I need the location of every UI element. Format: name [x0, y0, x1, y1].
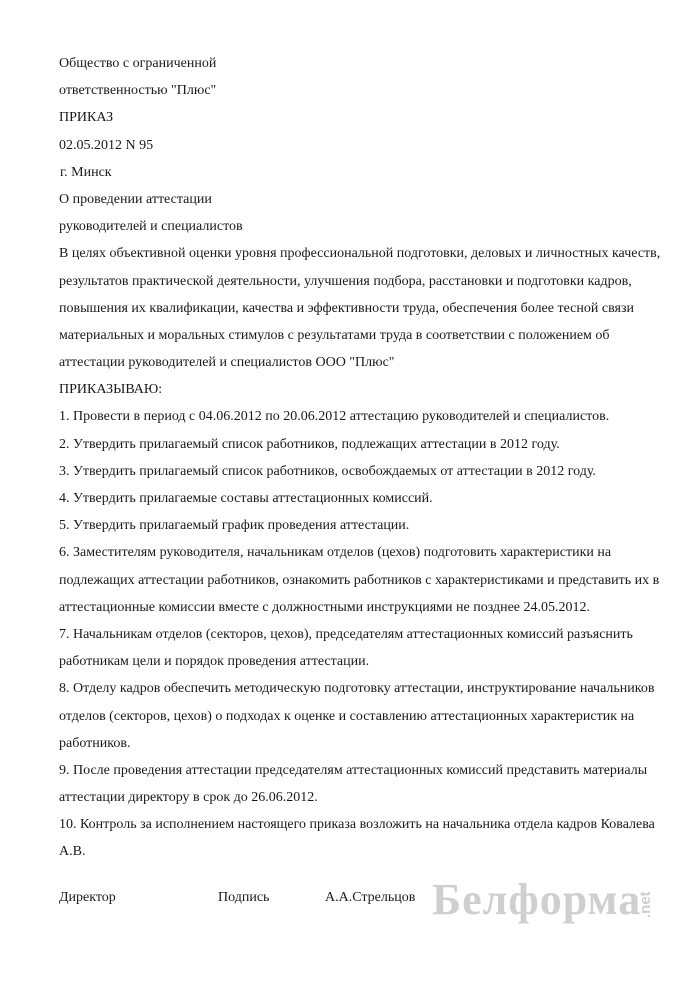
svg-text:.net: .net [637, 891, 654, 918]
order-item-line: 10. Контроль за исполнением настоящего приказа возложить на начальника отдела кадров Ковалева [59, 817, 655, 833]
order-item-line: 3. Утвердить прилагаемый список работников, освобождаемых от аттестации в 2012 году. [59, 463, 596, 479]
signatory-name: А.А.Стрельцов [325, 890, 416, 905]
signature-placeholder: Подпись [218, 890, 270, 905]
document-subject-line-1: О проведении аттестации [59, 191, 212, 207]
organization-line-1: Общество с ограниченной [59, 56, 217, 71]
order-word: ПРИКАЗЫВАЮ: [59, 382, 163, 398]
order-item-line: 4. Утвердить прилагаемые составы аттестационных комиссий. [59, 491, 433, 506]
order-item-line: 9. После проведения аттестации председателям аттестационных комиссий представить материалы [59, 762, 648, 778]
document-date-number: 02.05.2012 N 95 [59, 137, 154, 153]
order-item-line: 6. Заместителям руководителя, начальникам отделов (цехов) подготовить характеристики на [59, 545, 612, 561]
order-item-line: аттестации директору в срок до 26.06.2012. [59, 790, 318, 806]
order-item-line: подлежащих аттестации работников, ознакомить работников с характеристиками и представить их в [59, 572, 660, 588]
order-item-line: 5. Утвердить прилагаемый график проведения аттестации. [59, 518, 410, 534]
document-type: ПРИКАЗ [59, 110, 114, 126]
order-item-line: работникам цели и порядок проведения аттестации. [59, 654, 370, 670]
order-item-line: 7. Начальникам отделов (секторов, цехов), председателям аттестационных комиссий разъяснить [59, 626, 633, 642]
preamble-line: повышения их квалификации, качества и эффективности труда, обеспечения более тесной связи [59, 300, 634, 316]
preamble-line: аттестации руководителей и специалистов ООО "Плюс" [59, 355, 395, 371]
watermark-logo [428, 866, 668, 926]
preamble-line: В целях объективной оценки уровня профессиональной подготовки, деловых и личностных качеств, [59, 246, 661, 262]
order-item-line: работников. [59, 735, 131, 751]
signatory-title: Директор [59, 890, 116, 905]
watermark-logo-image [428, 866, 668, 926]
order-item-line: А.В. [59, 844, 86, 860]
order-item-line: 8. Отделу кадров обеспечить методическую подготовку аттестации, инструктирование начальников [59, 681, 655, 697]
preamble-line: результатов практической деятельности, улучшения подбора, расстановки и подготовки кадров, [59, 273, 632, 289]
order-item-line: 1. Провести в период с 04.06.2012 по 20.06.2012 аттестацию руководителей и специалистов. [59, 409, 610, 425]
order-item-line: 2. Утвердить прилагаемый список работников, подлежащих аттестации в 2012 году. [59, 436, 560, 452]
svg-text:Белформа: Белформа [432, 875, 642, 924]
order-item-line: отделов (секторов, цехов) о подходах к оценке и составлению аттестационных характеристик на [59, 708, 635, 724]
order-item-line: аттестационные комиссии вместе с должностными инструкциями не позднее 24.05.2012. [59, 599, 591, 615]
preamble-line: материальных и моральных стимулов с результатами труда в соответствии с положением об [59, 327, 610, 343]
document-city: г. Минск [60, 164, 112, 180]
organization-line-2: ответственностью "Плюс" [59, 83, 217, 99]
document-subject-line-2: руководителей и специалистов [59, 219, 243, 235]
order-document [59, 54, 699, 870]
